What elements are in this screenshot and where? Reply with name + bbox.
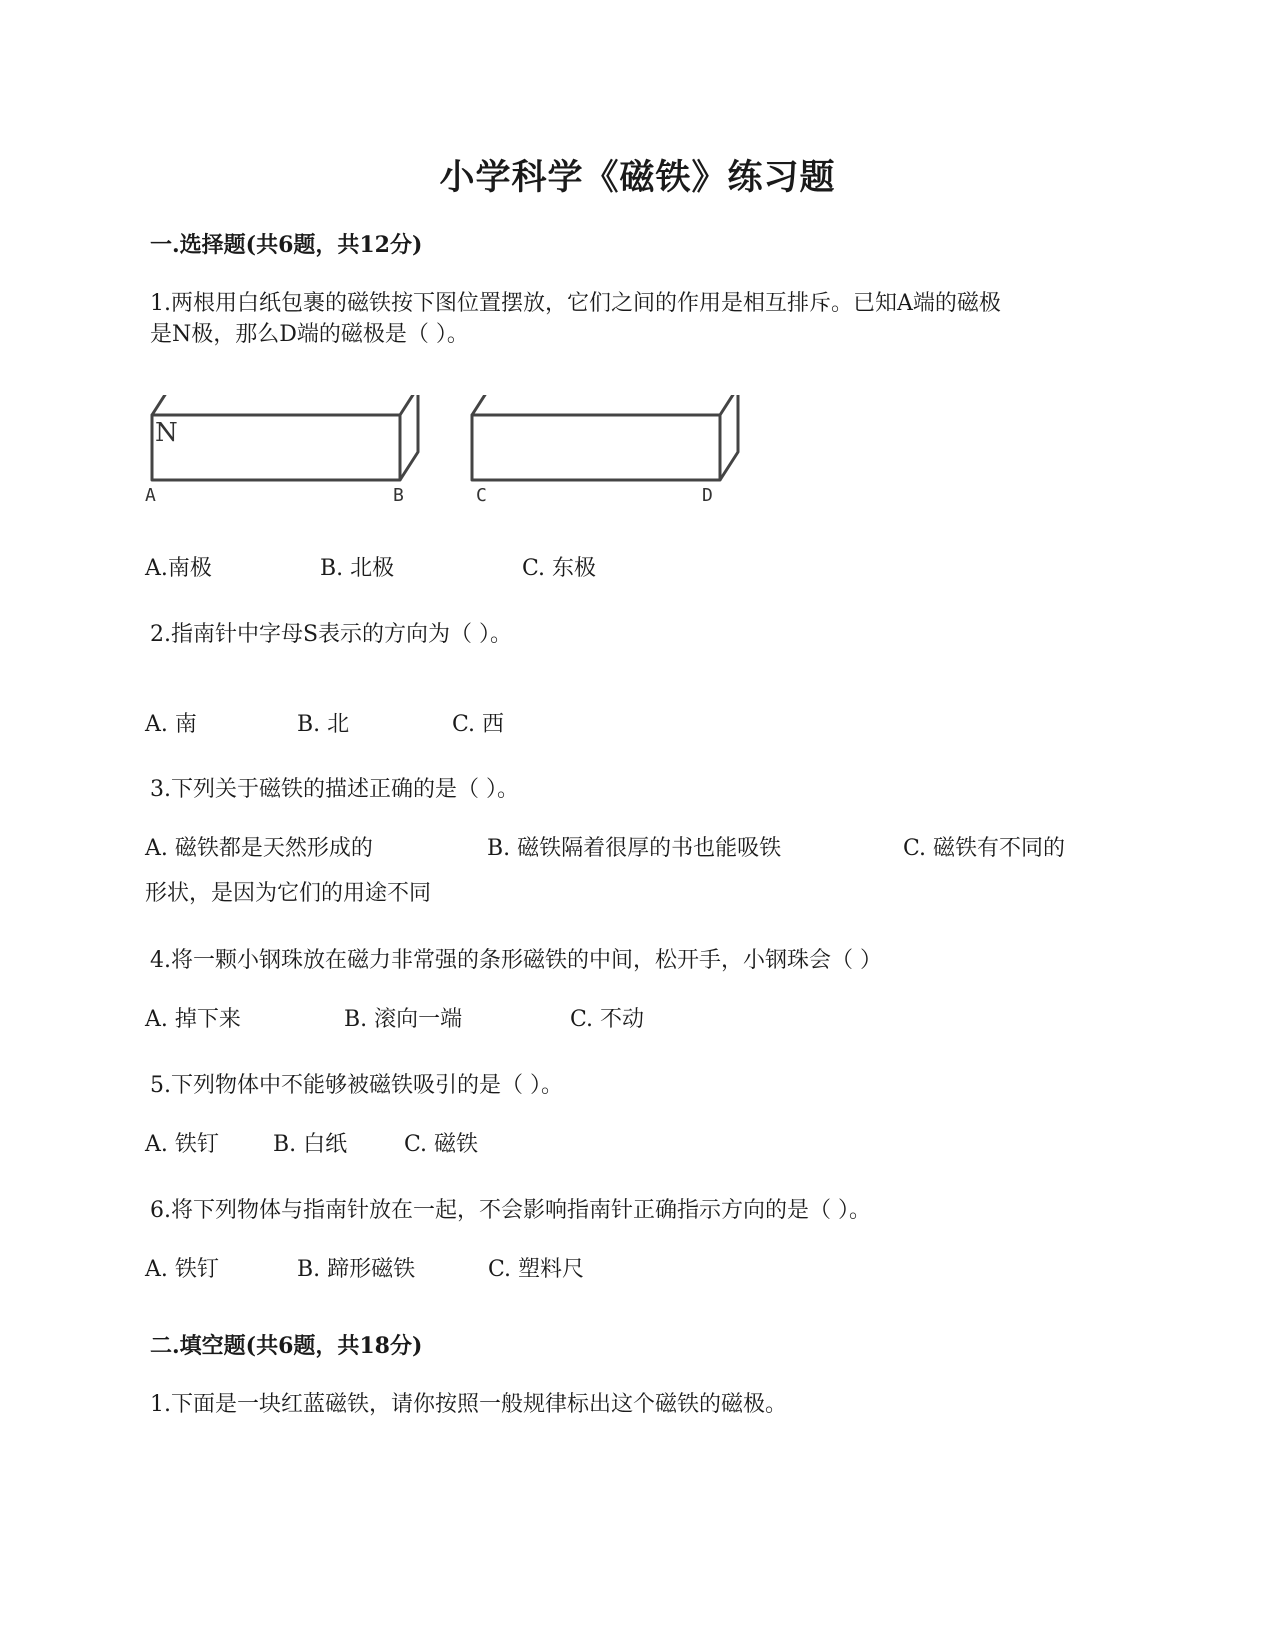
q3-option-c-continuation: 形状，是因为它们的用途不同 — [145, 881, 432, 906]
q6-option-a[interactable]: A. 铁钉 — [145, 1257, 219, 1282]
magnet-end-a-label: A — [145, 485, 156, 506]
magnet-left-top — [152, 395, 418, 415]
magnet-left-side — [400, 395, 418, 480]
magnet-right-side — [720, 395, 738, 480]
section-heading-fill-in: 二.填空题(共6题，共18分) — [150, 1333, 423, 1359]
q3-option-b[interactable]: B. 磁铁隔着很厚的书也能吸铁 — [487, 836, 782, 861]
q6-option-c[interactable]: C. 塑料尺 — [488, 1257, 585, 1282]
q3-option-a[interactable]: A. 磁铁都是天然形成的 — [145, 836, 373, 861]
magnets-figure — [150, 395, 750, 525]
q3-option-c[interactable]: C. 磁铁有不同的 — [903, 836, 1066, 861]
q5-option-c[interactable]: C. 磁铁 — [404, 1132, 479, 1157]
magnet-end-d-label: D — [702, 485, 713, 506]
page-title: 小学科学《磁铁》练习题 — [439, 157, 836, 198]
q2-option-c[interactable]: C. 西 — [452, 712, 505, 737]
question-2: 2.指南针中字母S表示的方向为（ ）。 — [150, 622, 513, 647]
q1-option-b[interactable]: B. 北极 — [320, 556, 395, 581]
magnet-left-front — [152, 415, 400, 480]
magnet-end-c-label: C — [476, 485, 487, 506]
q1-option-c[interactable]: C. 东极 — [522, 556, 597, 581]
question-1-line-2: 是N极，那么D端的磁极是（ ）。 — [150, 322, 469, 347]
magnet-pole-n-label: N — [155, 418, 178, 448]
section-heading-choice: 一.选择题(共6题，共12分) — [150, 232, 423, 258]
q5-option-b[interactable]: B. 白纸 — [273, 1132, 348, 1157]
question-6: 6.将下列物体与指南针放在一起，不会影响指南针正确指示方向的是（ ）。 — [150, 1198, 871, 1223]
magnet-end-b-label: B — [393, 485, 404, 506]
q1-option-a[interactable]: A.南极 — [145, 556, 212, 581]
question-4: 4.将一颗小钢珠放在磁力非常强的条形磁铁的中间，松开手，小钢珠会（ ） — [150, 948, 882, 973]
q2-option-b[interactable]: B. 北 — [297, 712, 350, 737]
question-3: 3.下列关于磁铁的描述正确的是（ ）。 — [150, 777, 519, 802]
question-5: 5.下列物体中不能够被磁铁吸引的是（ ）。 — [150, 1073, 563, 1098]
q6-option-b[interactable]: B. 蹄形磁铁 — [297, 1257, 416, 1282]
q5-option-a[interactable]: A. 铁钉 — [145, 1132, 219, 1157]
question-1-line-1: 1.两根用白纸包裹的磁铁按下图位置摆放，它们之间的作用是相互排斥。已知A端的磁极 — [150, 291, 1001, 316]
magnet-right-front — [472, 415, 720, 480]
q4-option-b[interactable]: B. 滚向一端 — [344, 1007, 463, 1032]
q4-option-c[interactable]: C. 不动 — [570, 1007, 645, 1032]
q2-option-a[interactable]: A. 南 — [145, 712, 197, 737]
magnet-right-top — [472, 395, 738, 415]
fill-question-1: 1.下面是一块红蓝磁铁，请你按照一般规律标出这个磁铁的磁极。 — [150, 1392, 787, 1417]
q4-option-a[interactable]: A. 掉下来 — [145, 1007, 241, 1032]
